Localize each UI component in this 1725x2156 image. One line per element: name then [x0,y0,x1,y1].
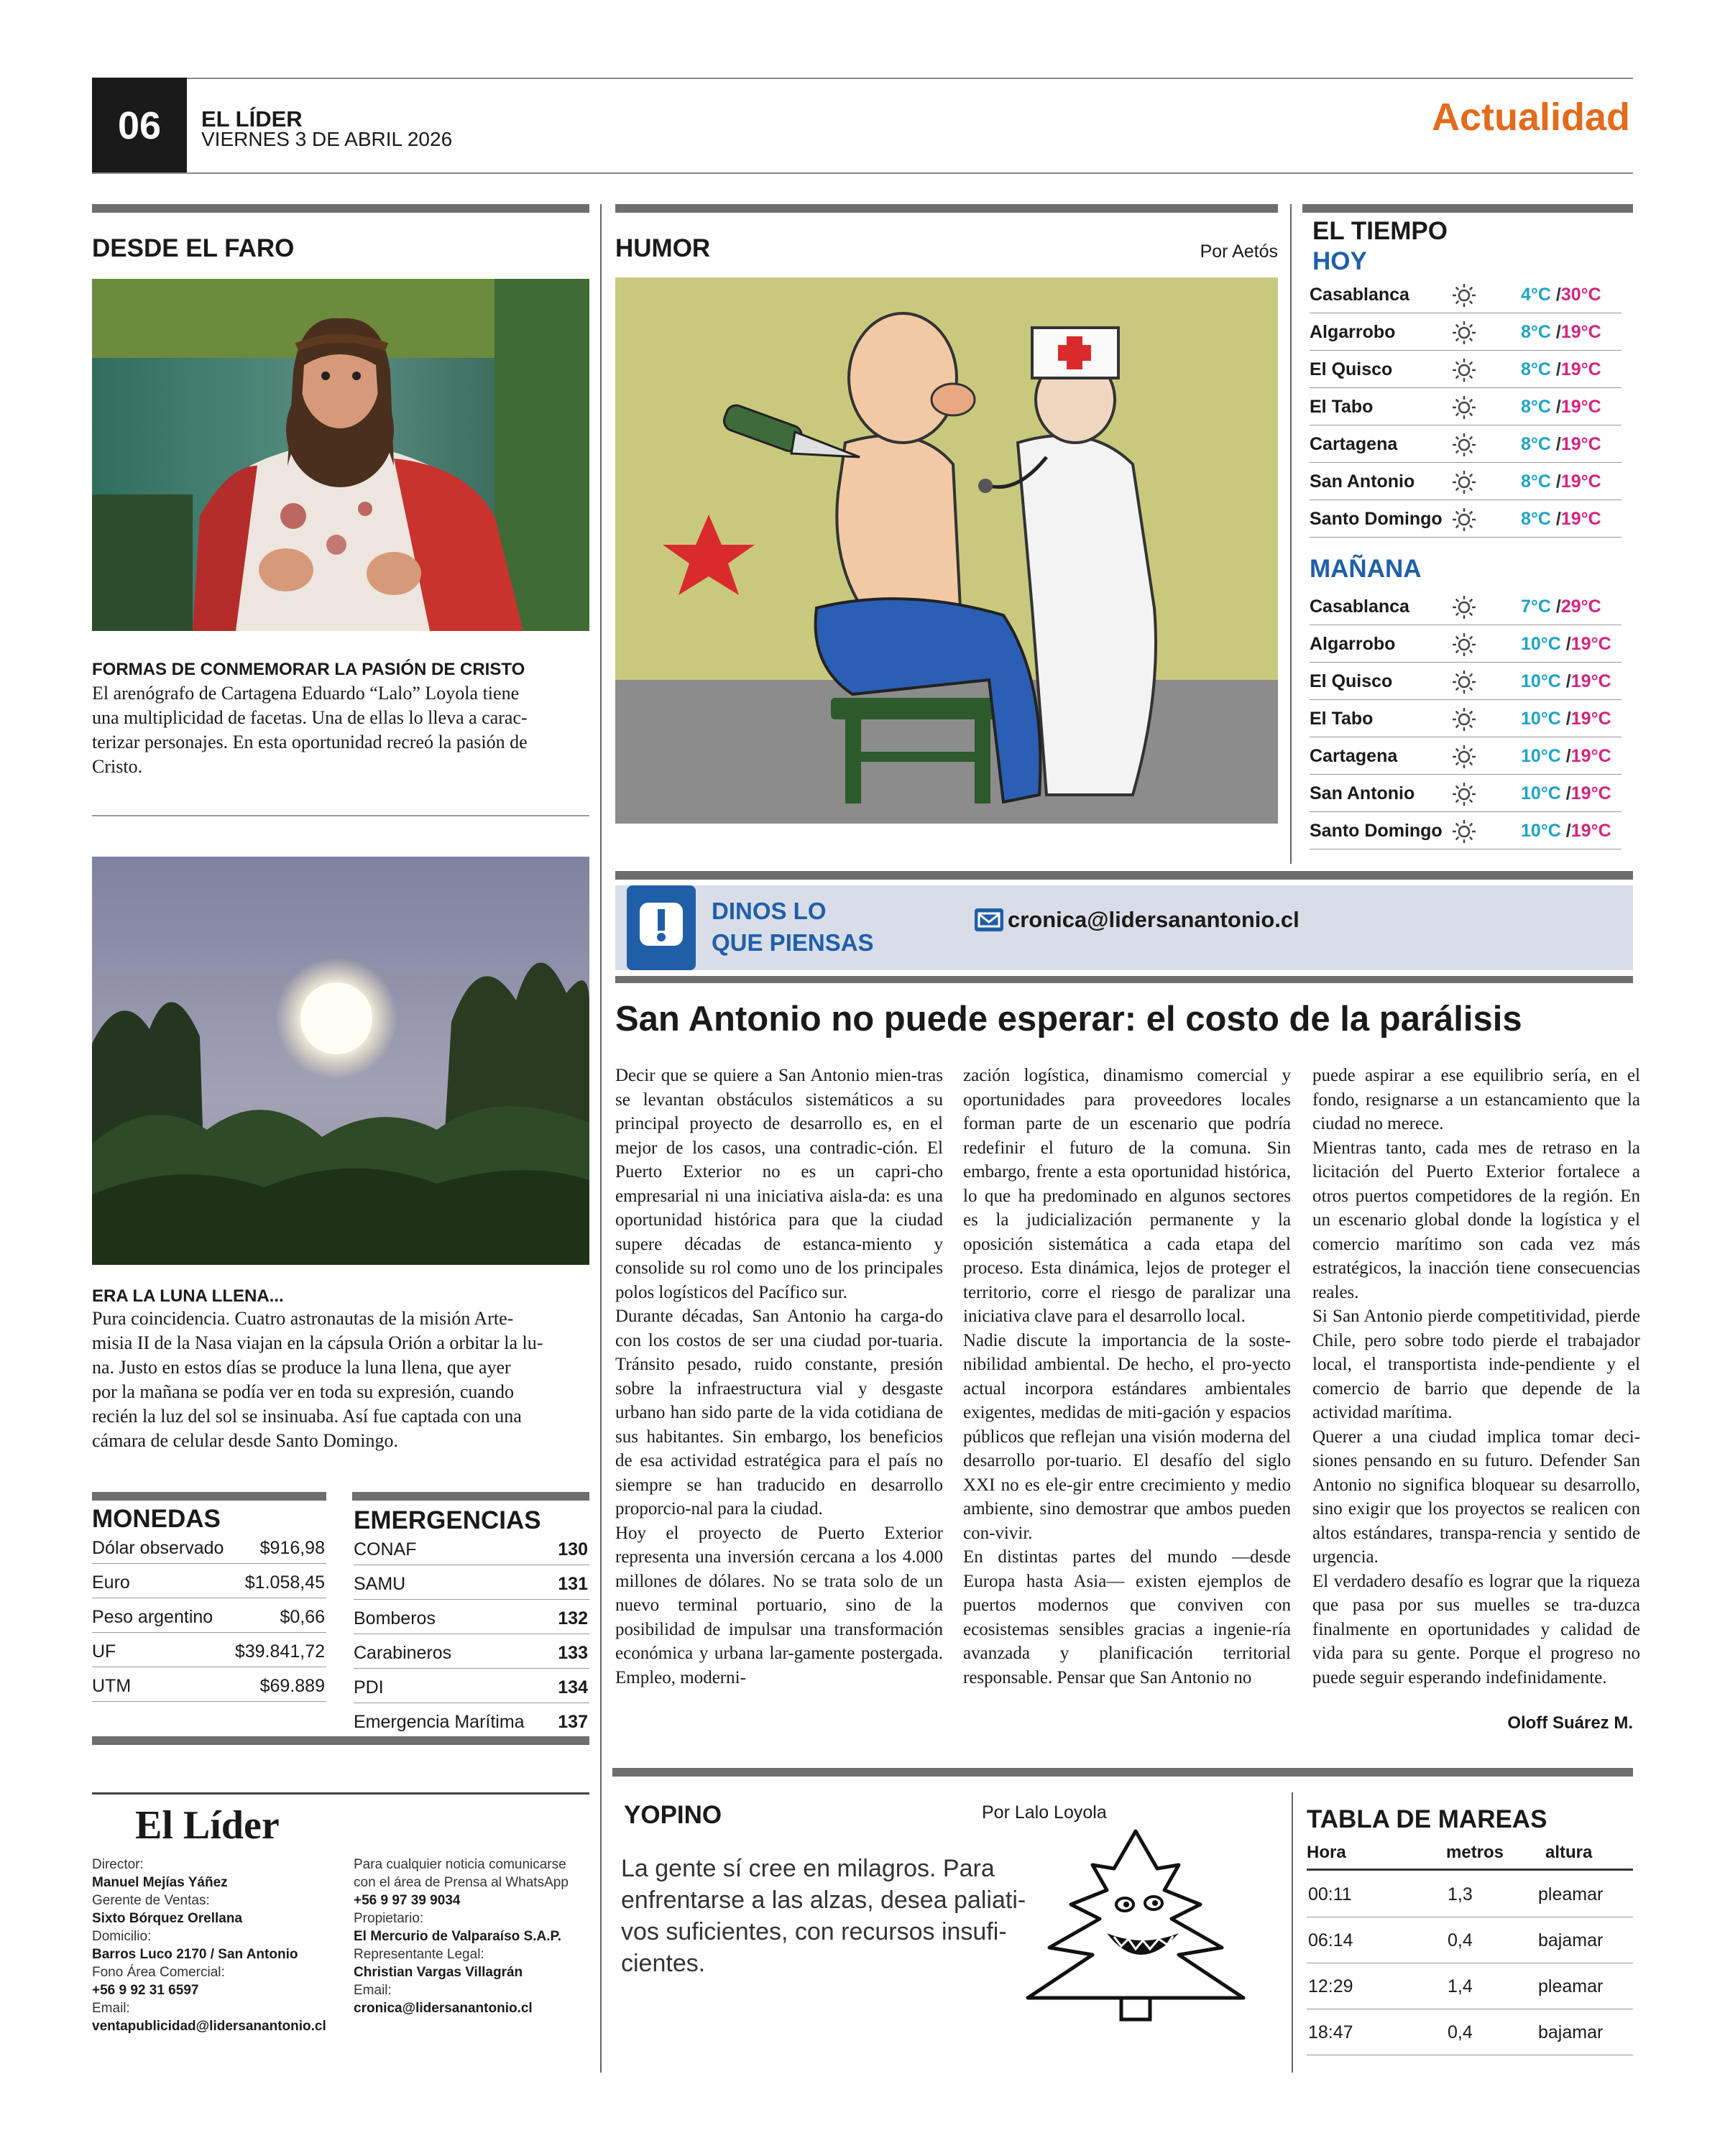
weather-city: Santo Domingo [1310,821,1443,841]
temp-min: 7°C [1521,596,1551,617]
currency-value: $1.058,45 [244,1572,325,1593]
sun-icon [1450,818,1478,845]
weather-temperature: 8°C /19°C [1521,434,1601,454]
currency-name: UF [92,1641,116,1662]
masthead-email-link[interactable]: ventapublicidad@lidersanantonio.cl [92,2019,326,2034]
currency-row [92,1636,326,1667]
weather-temperature: 10°C /19°C [1521,634,1611,654]
weather-row [1310,505,1622,538]
tide-time: 18:47 [1308,2022,1353,2042]
temp-max: 19°C [1570,821,1611,841]
weather-row [1310,630,1622,663]
caption-line: El arenógrafo de Cartagena Eduardo “Lalo” Loyola tiene [92,683,520,704]
sun-icon [1450,282,1478,309]
paper-name: EL LÍDER [201,106,303,132]
emergency-number: 134 [558,1677,588,1697]
weather-tomorrow-label: MAÑANA [1310,555,1422,583]
masthead-left [92,1856,336,2035]
article-paragraph: Nadie discute la importancia de la soste-nibilidad ambiental. De hecho, el pro-yecto actual incorpora estándares ambientales exigentes, medidas de miti-gación y espacios públicos que reflejan una visión moderna del desarrollo por-tuario. El desafío del siglo XXI no es ele-gir entre crecimiento y medio ambiente, sino demostrar que ambos pueden con-vivir. [963,1330,1291,1543]
page-number: 06 [92,78,187,174]
tide-type: bajamar [1538,2022,1604,2042]
caption-line: recién la luz del sol se insinuaba. Así fue captada con una [92,1406,522,1427]
tide-row [1307,1965,1633,2009]
masthead-value: Christian Vargas Villagrán [354,1965,523,1980]
tide-row [1307,1873,1633,1917]
currency-value: $916,98 [259,1538,325,1558]
article-paragraph: En distintas partes del mundo —desde Europa hasta Asia— existen ejemplos de puertos modernos que conviven con ecosistemas sensibles gracias a ingenie-ría avanzada y planificación territorial responsable. Pensar que San Antonio no [963,1547,1291,1687]
currency-row [92,1670,326,1702]
temp-min: 10°C [1521,709,1561,729]
tide-time: 00:11 [1308,1884,1352,1904]
tide-row [1307,1919,1633,1963]
temp-max: 30°C [1560,285,1601,305]
tides-header-metros: metros [1446,1843,1504,1862]
tide-meters: 1,4 [1448,1976,1473,1996]
article-headline: San Antonio no puede esperar: el costo de la parálisis [615,1000,1522,1038]
weather-today-label: HOY [1312,247,1367,275]
masthead-label: Email: [92,2001,130,2016]
temp-max: 19°C [1560,434,1601,454]
masthead-value: +56 9 92 31 6597 [92,1983,199,1998]
emergency-service: Carabineros [354,1643,452,1663]
masthead-label: Fono Área Comercial: [92,1965,225,1980]
caption-line: misia II de la Nasa viajan en la cápsula Orión a orbitar la lu- [92,1332,543,1353]
weather-temperature: 8°C /19°C [1521,322,1601,342]
masthead-label: Representante Legal: [354,1947,484,1962]
weather-city: San Antonio [1310,783,1415,803]
caption-line: na. Justo en estos días se produce la luna llena, que ayer [92,1357,511,1378]
article-paragraph: puede aspirar a ese equilibrio sería, en el fondo, resignarse a un estancamiento que la ciudad no merece. [1312,1066,1640,1133]
feedback-heading [712,895,874,959]
sun-icon [1450,431,1478,459]
weather-title: EL TIEMPO [1312,217,1448,245]
tide-time: 12:29 [1308,1976,1353,1996]
masthead-right [354,1856,591,2017]
article-author: Oloff Suárez M. [1507,1713,1633,1733]
sun-icon [1450,469,1478,496]
emergency-service: Emergencia Marítima [354,1712,525,1732]
doctor-cartoon-illustration [615,277,1278,824]
paper-logo: El Líder [135,1803,280,1848]
currency-row [92,1532,326,1564]
weather-row [1310,467,1622,500]
faro-photo-1 [92,279,589,631]
emergency-service: PDI [354,1677,384,1697]
temp-max: 19°C [1560,471,1601,492]
feedback-heading-line: QUE PIENSAS [712,929,874,956]
weather-row [1310,742,1622,775]
yopino-text [621,1853,1026,1979]
weather-temperature: 8°C /19°C [1521,359,1601,379]
temp-min: 10°C [1521,634,1561,654]
sun-icon [1450,394,1478,421]
tide-meters: 0,4 [1448,1930,1473,1950]
article-paragraph: zación logística, dinamismo comercial y oportunidades para proveedores locales forman parte de un escenario que podría redefinir el futuro de la comuna. Sin embargo, frente a esta oportunidad histórica, lo que ha predominado en algunos sectores es la judicialización permanente y la oposición sistemática a cada etapa del proceso. Esta dinámica, lejos de proteger el territorio, corre el riesgo de paralizar una iniciativa clave para el desarrollo local. [963,1066,1291,1326]
tide-meters: 1,3 [1448,1884,1473,1904]
masthead-value: Sixto Bórquez Orellana [92,1911,243,1926]
article-paragraph: Hoy el proyecto de Puerto Exterior representa una inversión cercana a los 4.000 millones de dólares. No se trata solo de un nuevo terminal portuario, sino de la posibilidad de impulsar una transformación económica y urbana lar-gamente postergada. Empleo, moderni- [615,1523,943,1687]
weather-city: Cartagena [1310,746,1398,766]
yopino-line: cientes. [621,1950,706,1977]
tides-title: TABLA DE MAREAS [1307,1805,1547,1833]
weather-row [1310,704,1622,737]
weather-row [1310,592,1622,625]
yopino-line: vos suficientes, con recursos insufi- [621,1918,1007,1945]
weather-row [1310,280,1622,313]
weather-row [1310,355,1622,388]
temp-min: 10°C [1521,783,1561,803]
currency-row [92,1601,326,1633]
weather-temperature: 10°C /19°C [1521,746,1611,766]
masthead-label: Director: [92,1857,144,1872]
masthead-email-link[interactable]: cronica@lidersanantonio.cl [354,2001,533,2016]
humor-byline: Por Aetós [1200,241,1278,262]
currency-name: UTM [92,1676,132,1696]
caption-line: una multiplicidad de facetas. Una de ellas lo lleva a carac- [92,707,528,728]
feedback-banner [615,885,1633,970]
temp-max: 19°C [1570,709,1611,729]
yopino-byline: Por Lalo Loyola [982,1802,1107,1823]
article-column-3 [1312,1064,1640,1690]
tides-header-hora: Hora [1307,1843,1346,1862]
emergency-row [354,1603,589,1634]
weather-temperature: 10°C /19°C [1521,709,1611,729]
weather-city: Algarrobo [1310,322,1396,342]
sun-icon [1450,668,1478,696]
emergency-row [354,1706,589,1738]
masthead-value: Manuel Mejías Yáñez [92,1875,228,1890]
photo1-caption-title: FORMAS DE CONMEMORAR LA PASIÓN DE CRISTO [92,660,525,679]
weather-row [1310,392,1622,425]
whatsapp-number: +56 9 97 39 9034 [354,1893,461,1908]
section-name: Actualidad [1431,96,1630,139]
weather-temperature: 10°C /19°C [1521,783,1611,803]
emergency-row [354,1568,589,1600]
weather-city: El Tabo [1310,709,1374,729]
weather-city: El Tabo [1310,397,1374,417]
caption-line: Cristo. [92,756,143,777]
temp-max: 19°C [1560,509,1601,529]
tide-type: pleamar [1538,1884,1604,1904]
monedas-title: MONEDAS [92,1505,221,1533]
temp-max: 29°C [1560,596,1601,617]
weather-city: Casablanca [1310,596,1409,617]
temp-min: 8°C [1521,397,1551,417]
weather-temperature: 7°C /29°C [1521,596,1601,617]
currency-value: $39.841,72 [234,1641,325,1662]
full-moon-image [92,857,589,1265]
masthead-label: Email: [354,1983,392,1998]
temp-max: 19°C [1570,746,1611,766]
temp-max: 19°C [1560,322,1601,342]
feedback-email-link[interactable]: cronica@lidersanantonio.cl [1008,907,1300,932]
article-column-1 [615,1064,943,1690]
weather-temperature: 4°C /30°C [1521,285,1601,305]
weather-row [1310,779,1622,812]
currency-name: Peso argentino [92,1607,213,1627]
emergency-service: Bomberos [354,1608,436,1628]
temp-min: 8°C [1521,471,1551,492]
photo1-caption [92,681,595,779]
masthead-label: Para cualquier noticia comunicarse [354,1857,566,1872]
emergency-number: 137 [558,1712,588,1732]
temp-max: 19°C [1560,397,1601,417]
article-paragraph: Durante décadas, San Antonio ha carga-do con los costos de ser una ciudad por-tuaria. Tránsito pesado, ruido constante, presión sobre la infraestructura vial y desgaste urbano han sido parte de la vida cotidiana de sus habitantes. Sin embargo, los beneficios de esa actividad estratégica para el país no siempre se han traducido en desarrollo proporcio-nal para la ciudad. [615,1307,943,1519]
weather-city: San Antonio [1310,471,1415,492]
emergency-row [354,1637,589,1669]
weather-temperature: 8°C /19°C [1521,471,1601,492]
weather-temperature: 10°C /19°C [1521,821,1611,841]
humor-title: HUMOR [615,234,711,262]
emergency-number: 132 [558,1608,588,1628]
article-paragraph: Mientras tanto, cada mes de retraso en la licitación del Puerto Exterior fortalece a otros puertos competidores de la región. En un escenario global donde la logística y el comercio marítimo son cada vez más estratégicos, la inacción tiene consecuencias reales. [1312,1138,1640,1302]
faro-photo-2 [92,857,589,1265]
article-paragraph: Querer a una ciudad implica tomar deci-siones pensando en su futuro. Defender San Antonio no significa bloquear su desarrollo, sino exigir que los proyectos se realicen con altos estándares, transpa-rencia y sentido de urgencia. [1312,1427,1640,1567]
costumed-figure-image [92,279,589,631]
article-paragraph: El verdadero desafío es lograr que la riqueza que pasa por sus muelles se tra-duzca finalmente en oportunidades y calidad de vida para su gente. Porque el progreso no puede seguir esperando indefinidamente. [1312,1571,1640,1687]
temp-min: 8°C [1521,509,1551,529]
feedback-heading-line: DINOS LO [712,898,827,924]
humor-cartoon [615,277,1278,824]
emergency-row [354,1672,589,1703]
emergencias-title: EMERGENCIAS [354,1506,541,1534]
sun-icon [1450,631,1478,658]
currency-value: $69.889 [259,1676,325,1696]
weather-city: Cartagena [1310,434,1398,454]
tide-time: 06:14 [1308,1930,1353,1950]
yopino-title: YOPINO [624,1801,722,1829]
weather-city: Santo Domingo [1310,509,1443,529]
masthead-label: Propietario: [354,1911,424,1926]
caption-line: Pura coincidencia. Cuatro astronautas de la misión Arte- [92,1308,514,1329]
sun-icon [1450,594,1478,621]
temp-min: 4°C [1521,285,1551,305]
photo2-caption-title: ERA LA LUNA LLENA... [92,1286,284,1306]
sun-icon [1450,780,1478,808]
weather-temperature: 8°C /19°C [1521,397,1601,417]
issue-date: VIERNES 3 DE ABRIL 2026 [201,128,453,150]
masthead-value: El Mercurio de Valparaíso S.A.P. [354,1929,561,1944]
temp-min: 10°C [1521,746,1561,766]
photo2-caption [92,1307,595,1453]
weather-city: Algarrobo [1310,634,1396,654]
pine-character-drawing [1006,1825,1265,2034]
tide-row [1307,2011,1633,2055]
currency-value: $0,66 [280,1607,325,1627]
weather-city: Casablanca [1310,285,1409,305]
emergency-number: 133 [558,1643,588,1663]
yopino-line: enfrentarse a las alzas, desea paliati- [621,1886,1026,1914]
emergency-number: 131 [558,1574,588,1594]
emergency-number: 130 [558,1539,588,1560]
currency-name: Dólar observado [92,1538,224,1558]
temp-min: 8°C [1521,434,1551,454]
weather-row [1310,430,1622,463]
emergency-row [354,1534,589,1565]
article-paragraph: Decir que se quiere a San Antonio mien-tras se levantan obstáculos sistemáticos a su principal proyecto de desarrollo es, en el mejor de los casos, una contradic-ción. El Puerto Exterior no es un capri-cho empresarial ni una iniciativa aisla-da: es una oportunidad histórica para que la ciudad supere décadas de estanca-miento y consolide su rol como uno de los principales polos logísticos del Pacífico sur. [615,1066,943,1302]
tide-type: bajamar [1538,1930,1604,1950]
currency-row [92,1567,326,1598]
weather-city: El Quisco [1310,359,1393,379]
temp-min: 8°C [1521,322,1551,342]
temp-max: 19°C [1570,783,1611,803]
sun-icon [1450,319,1478,346]
currency-name: Euro [92,1572,130,1593]
temp-min: 8°C [1521,359,1551,379]
sun-icon [1450,356,1478,384]
tide-meters: 0,4 [1448,2022,1473,2042]
weather-row [1310,318,1622,351]
caption-line: terizar personajes. En esta oportunidad recreó la pasión de [92,732,528,752]
article-paragraph: Si San Antonio pierde competitividad, pierde Chile, pero sobre todo pierde el trabajador local, el transportista inde-pendiente y el comercio de barrio que depende de la actividad marítima. [1312,1307,1640,1422]
temp-min: 10°C [1521,671,1561,691]
weather-temperature: 10°C /19°C [1521,671,1611,691]
envelope-icon [975,908,1003,931]
sun-icon [1450,706,1478,733]
sun-icon [1450,506,1478,533]
desde-el-faro-title: DESDE EL FARO [92,234,295,262]
sun-icon [1450,743,1478,770]
masthead-label: con el área de Prensa al WhatsApp [354,1875,569,1890]
weather-row [1310,816,1622,849]
caption-line: por la mañana se podía ver en toda su expresión, cuando [92,1381,514,1402]
weather-city: El Quisco [1310,671,1393,691]
masthead-label: Gerente de Ventas: [92,1893,210,1908]
masthead-value: Barros Luco 2170 / San Antonio [92,1947,298,1962]
weather-temperature: 8°C /19°C [1521,509,1601,529]
weather-row [1310,667,1622,700]
emergency-service: SAMU [354,1574,406,1594]
temp-min: 10°C [1521,821,1561,841]
tides-header-altura: altura [1545,1843,1593,1862]
emergency-service: CONAF [354,1539,417,1560]
temp-max: 19°C [1570,671,1611,691]
masthead-label: Domicilio: [92,1929,152,1944]
caption-line: cámara de celular desde Santo Domingo. [92,1430,398,1451]
temp-max: 19°C [1560,359,1601,379]
article-column-2 [963,1064,1291,1690]
temp-max: 19°C [1570,634,1611,654]
tide-type: pleamar [1538,1976,1604,1996]
exclamation-icon [627,885,696,970]
yopino-line: La gente sí cree en milagros. Para [621,1855,995,1882]
